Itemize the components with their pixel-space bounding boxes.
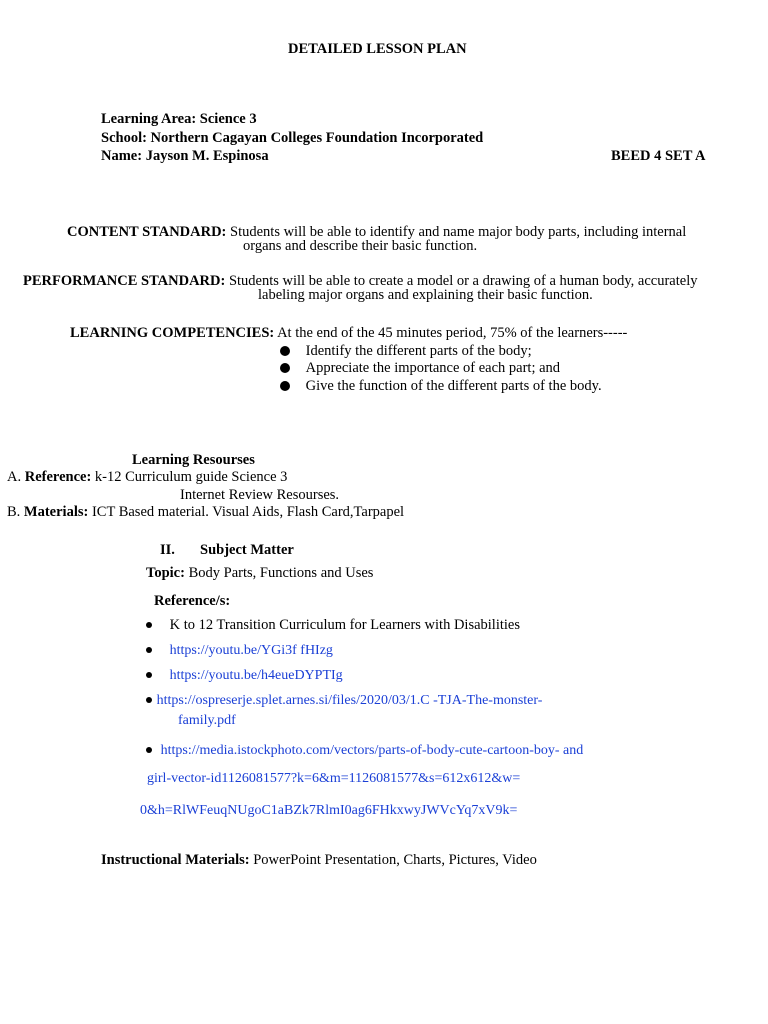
reference-text: K to 12 Transition Curriculum for Learners with Disabilities xyxy=(169,617,521,633)
competency-item xyxy=(280,378,602,395)
reference-prefix: A. xyxy=(7,469,22,485)
instructional-materials xyxy=(101,852,537,869)
reference-link[interactable]: https://youtu.be/h4eueDYPTIg xyxy=(169,668,343,683)
reference-link-continued[interactable]: girl-vector-id1126081577?k=6&m=1126081577&s=612x612&w= xyxy=(147,771,521,786)
instructional-materials-label: Instructional Materials: xyxy=(101,852,250,868)
bullet-icon xyxy=(146,747,152,753)
reference-link[interactable]: https://youtu.be/YGi3f fHIzg xyxy=(169,643,333,658)
bullet-icon xyxy=(146,697,152,703)
bullet-icon xyxy=(280,381,290,391)
topic-label: Topic: xyxy=(146,565,185,581)
content-standard-line1: Students will be able to identify and name major body parts, including internal xyxy=(230,224,687,240)
bullet-icon xyxy=(146,672,152,678)
reference-line xyxy=(7,469,287,486)
teacher-name: Name: Jayson M. Espinosa xyxy=(101,148,269,164)
competency-item xyxy=(280,343,532,360)
learning-competencies-intro: At the end of the 45 minutes period, 75% of the learners----- xyxy=(277,325,628,341)
topic-value: Body Parts, Functions and Uses xyxy=(188,565,374,581)
competency-text: Give the function of the different parts of the body. xyxy=(305,378,602,394)
performance-standard-line2: labeling major organs and explaining their basic function. xyxy=(258,287,593,303)
references-label: Reference/s: xyxy=(154,593,231,609)
bullet-icon xyxy=(146,647,152,653)
competency-item xyxy=(280,360,560,377)
topic-line xyxy=(146,565,373,582)
materials-label: Materials: xyxy=(23,504,89,520)
reference-item xyxy=(146,617,520,634)
reference-value-2: Internet Review Resourses. xyxy=(180,487,340,503)
page-title: DETAILED LESSON PLAN xyxy=(288,41,467,57)
subject-matter-numeral: II. xyxy=(160,542,175,558)
materials-prefix: B. xyxy=(7,504,21,520)
reference-value: k-12 Curriculum guide Science 3 xyxy=(94,469,288,485)
reference-link[interactable]: https://media.istockphoto.com/vectors/parts-of-body-cute-cartoon-boy- and xyxy=(160,743,584,758)
bullet-icon xyxy=(146,622,152,628)
materials-value: ICT Based material. Visual Aids, Flash Card,Tarpapel xyxy=(91,504,405,520)
learning-resources-heading: Learning Resourses xyxy=(132,452,255,468)
instructional-materials-value: PowerPoint Presentation, Charts, Pictures, Video xyxy=(253,852,537,868)
reference-item xyxy=(146,667,343,685)
materials-line xyxy=(7,504,404,521)
learning-competencies xyxy=(70,325,627,342)
reference-item xyxy=(146,642,333,660)
bullet-icon xyxy=(280,363,290,373)
bullet-icon xyxy=(280,346,290,356)
learning-competencies-label: LEARNING COMPETENCIES: xyxy=(70,325,275,341)
learning-area: Learning Area: Science 3 xyxy=(101,111,257,127)
reference-item xyxy=(146,742,583,760)
reference-label: Reference: xyxy=(24,469,92,485)
competency-text: Identify the different parts of the body; xyxy=(305,343,532,359)
content-standard-line2: organs and describe their basic function. xyxy=(243,238,478,254)
reference-link-continued[interactable]: family.pdf xyxy=(178,713,236,728)
performance-standard-label: PERFORMANCE STANDARD: xyxy=(23,273,226,289)
competency-text: Appreciate the importance of each part; and xyxy=(305,360,561,376)
subject-matter-heading: Subject Matter xyxy=(200,542,294,558)
reference-link-continued[interactable]: 0&h=RlWFeuqNUgoC1aBZk7RlmI0ag6FHkxwyJWVcYq7xV9k= xyxy=(140,803,518,818)
school-name: School: Northern Cagayan Colleges Foundation Incorporated xyxy=(101,130,484,146)
content-standard-label: CONTENT STANDARD: xyxy=(67,224,227,240)
reference-link[interactable]: https://ospreserje.splet.arnes.si/files/2020/03/1.C -TJA-The-monster- xyxy=(156,693,543,708)
reference-item xyxy=(146,692,542,710)
section-label: BEED 4 SET A xyxy=(611,148,706,164)
performance-standard-line1: Students will be able to create a model or a drawing of a human body, accurately xyxy=(228,273,698,289)
